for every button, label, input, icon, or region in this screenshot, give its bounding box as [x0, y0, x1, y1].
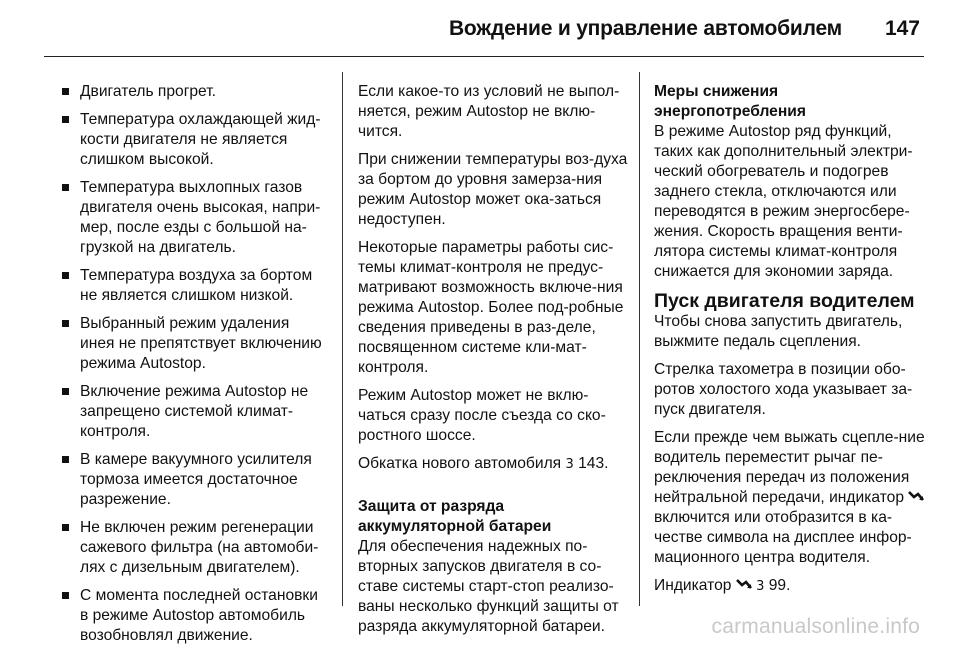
column-divider-2	[639, 72, 640, 606]
paragraph: Если прежде чем выжать сцепле-ние водитель переместит рычаг пе-реключения передач из положения нейтральной передачи, индикатор включится или отобразится в ка-честве символа на дисплее инфор-мационного центра водителя.	[654, 429, 925, 566]
list-item: Не включен режим регенерации сажевого фильтра (на автомоби-лях с дизельным двигателем).	[62, 518, 327, 578]
cross-reference[interactable]: Обкатка нового автомобиля 3 143.	[358, 455, 609, 472]
paragraph: Для обеспечения надежных по-вторных запусков двигателя в со-ставе системы старт-стоп реализо-ваны несколько функций защиты от разряда аккумуляторной батареи.	[358, 538, 619, 635]
section-heading: Меры снижения энергопотребления	[654, 83, 806, 120]
list-item: В камере вакуумного усилителя тормоза имеется достаточное разрежение.	[62, 450, 327, 510]
conditions-list	[62, 82, 327, 646]
paragraph: Чтобы снова запустить двигатель, выжмите педаль сцепления.	[654, 313, 903, 350]
gearshift-indicator-icon	[736, 578, 752, 592]
section-heading: Защита от разряда аккумуляторной батареи	[358, 498, 552, 535]
list-item: Температура выхлопных газов двигателя очень высокая, напри-мер, после езды с большой на-грузкой на двигатель.	[62, 178, 327, 258]
paragraph: Если какое-то из условий не выпол-няется, режим Autostop не вклю-чится.	[358, 83, 620, 140]
paragraph: Стрелка тахометра в позиции обо-ротов холостого хода указывает за-пуск двигателя.	[654, 361, 913, 418]
page-title: Вождение и управление автомобилем	[448, 17, 842, 40]
section-heading: Пуск двигателя водителем	[654, 290, 915, 312]
paragraph: При снижении температуры воз-духа за бортом до уровня замерза-ния режим Autostop может ока-заться недоступен.	[358, 151, 628, 228]
page-reference: 99.	[768, 577, 791, 594]
watermark: carmanualsonline.info	[711, 615, 920, 638]
list-item: Выбранный режим удаления инея не препятствует включению режима Autostop.	[62, 314, 327, 374]
list-item: Включение режима Autostop не запрещено системой климат-контроля.	[62, 382, 327, 442]
page-number: 147	[884, 17, 920, 40]
arrow-icon: 3	[756, 579, 765, 594]
column-2	[358, 82, 628, 645]
arrow-icon: 3	[565, 457, 574, 472]
column-3	[654, 82, 926, 605]
column-1	[62, 82, 327, 654]
list-item: Двигатель прогрет.	[62, 82, 327, 102]
list-item: Температура охлаждающей жид-кости двигателя не является слишком высокой.	[62, 110, 327, 170]
list-item: С момента последней остановки в режиме Autostop автомобиль возобновлял движение.	[62, 586, 327, 646]
page-reference: 143.	[578, 455, 609, 472]
paragraph: Режим Autostop может не вклю-чаться сразу после съезда со ско-ростного шоссе.	[358, 387, 606, 444]
gearshift-indicator-icon	[908, 490, 924, 504]
column-divider-1	[342, 72, 343, 606]
page-header	[0, 0, 960, 56]
list-item: Температура воздуха за бортом не является слишком низкой.	[62, 266, 327, 306]
cross-reference[interactable]: Индикатор 3 99.	[654, 577, 791, 594]
paragraph: В режиме Autostop ряд функций, таких как дополнительный электри-ческий обогреватель и подогрев заднего стекла, отключаются или переводятся в режим энергосбере-жения. Скорость вращения венти-лятора системы климат-контроля снижается для экономии заряда.	[654, 123, 913, 280]
paragraph: Некоторые параметры работы сис-темы климат-контроля не предус-матривают возможность включе-ния режима Autostop. Более под-робные сведения приведены в раз-деле, посвященном системе кли-мат-контроля.	[358, 239, 624, 376]
header-rule	[44, 56, 924, 57]
